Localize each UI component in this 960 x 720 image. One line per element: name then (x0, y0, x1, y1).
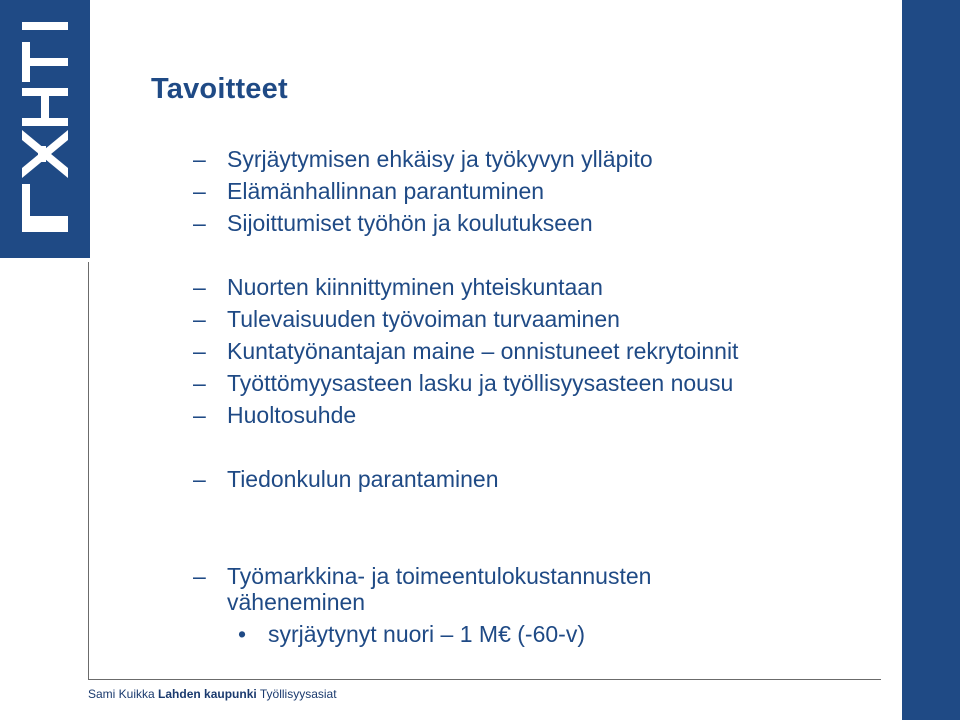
sub-list-item-text: syrjäytynyt nuori – 1 M€ (-60-v) (268, 621, 585, 647)
dash-marker: – (193, 402, 206, 428)
list-item-text: Nuorten kiinnittyminen yhteiskuntaan (227, 274, 603, 300)
logo-letter-a-bar (38, 146, 46, 162)
dash-marker: – (193, 178, 206, 204)
list-item-text: Työmarkkina- ja toimeentulokustannusten vähenеminen (227, 563, 652, 615)
logo-letter-t-bar (22, 42, 30, 82)
list-item (193, 146, 747, 172)
list-item-text: Elämänhallinnan parantuminen (227, 178, 545, 204)
list-item (193, 274, 747, 300)
logo-letter-h-top (22, 88, 68, 96)
dash-marker: – (193, 563, 206, 589)
logo-letter-l-stem (22, 184, 30, 232)
list-item-text: Huoltosuhde (227, 402, 357, 428)
right-band (902, 0, 960, 720)
list-item-text: Tulevaisuuden työvoiman turvaaminen (227, 306, 620, 332)
dash-marker: – (193, 210, 206, 236)
right-gap (881, 0, 903, 720)
dash-marker: – (193, 274, 206, 300)
footer-author: Sami Kuikka (88, 687, 155, 701)
lahti-logo (0, 0, 90, 258)
dash-marker: – (193, 466, 206, 492)
list-item (193, 338, 747, 364)
list-item (193, 178, 747, 204)
list-item (193, 210, 747, 236)
dash-marker: – (193, 306, 206, 332)
bottom-rule (88, 679, 881, 680)
bullet-marker: • (238, 621, 247, 647)
list-item (193, 306, 747, 332)
list-item-text: Työttömyysasteen lasku ja työllisyysasteen nousu (227, 370, 734, 396)
list-item (193, 466, 747, 492)
footer (88, 687, 337, 701)
logo-letter-h-bottom (22, 118, 68, 126)
logo-letter-i (22, 22, 68, 30)
list-item (193, 370, 747, 396)
list-item-text: Syrjäytymisen ehkäisy ja työkyvyn ylläpito (227, 146, 653, 172)
list-item (193, 563, 747, 615)
dash-marker: – (193, 146, 206, 172)
sub-list-item (238, 621, 585, 647)
dash-marker: – (193, 370, 206, 396)
left-rule (88, 262, 89, 680)
slide-title: Tavoitteet (151, 73, 288, 105)
logo-letter-h-bar (41, 96, 49, 118)
list-item-text: Kuntatyönantajan maine – onnistuneet rekrytoinnit (227, 338, 739, 364)
list-item (193, 402, 747, 428)
lahti-logo-letters (22, 22, 68, 232)
footer-dept: Työllisyysasiat (259, 687, 337, 701)
footer-org: Lahden kaupunki (158, 687, 257, 701)
list-item-text: Tiedonkulun parantaminen (227, 466, 499, 492)
list-item-text: Sijoittumiset työhön ja koulutukseen (227, 210, 593, 236)
dash-marker: – (193, 338, 206, 364)
